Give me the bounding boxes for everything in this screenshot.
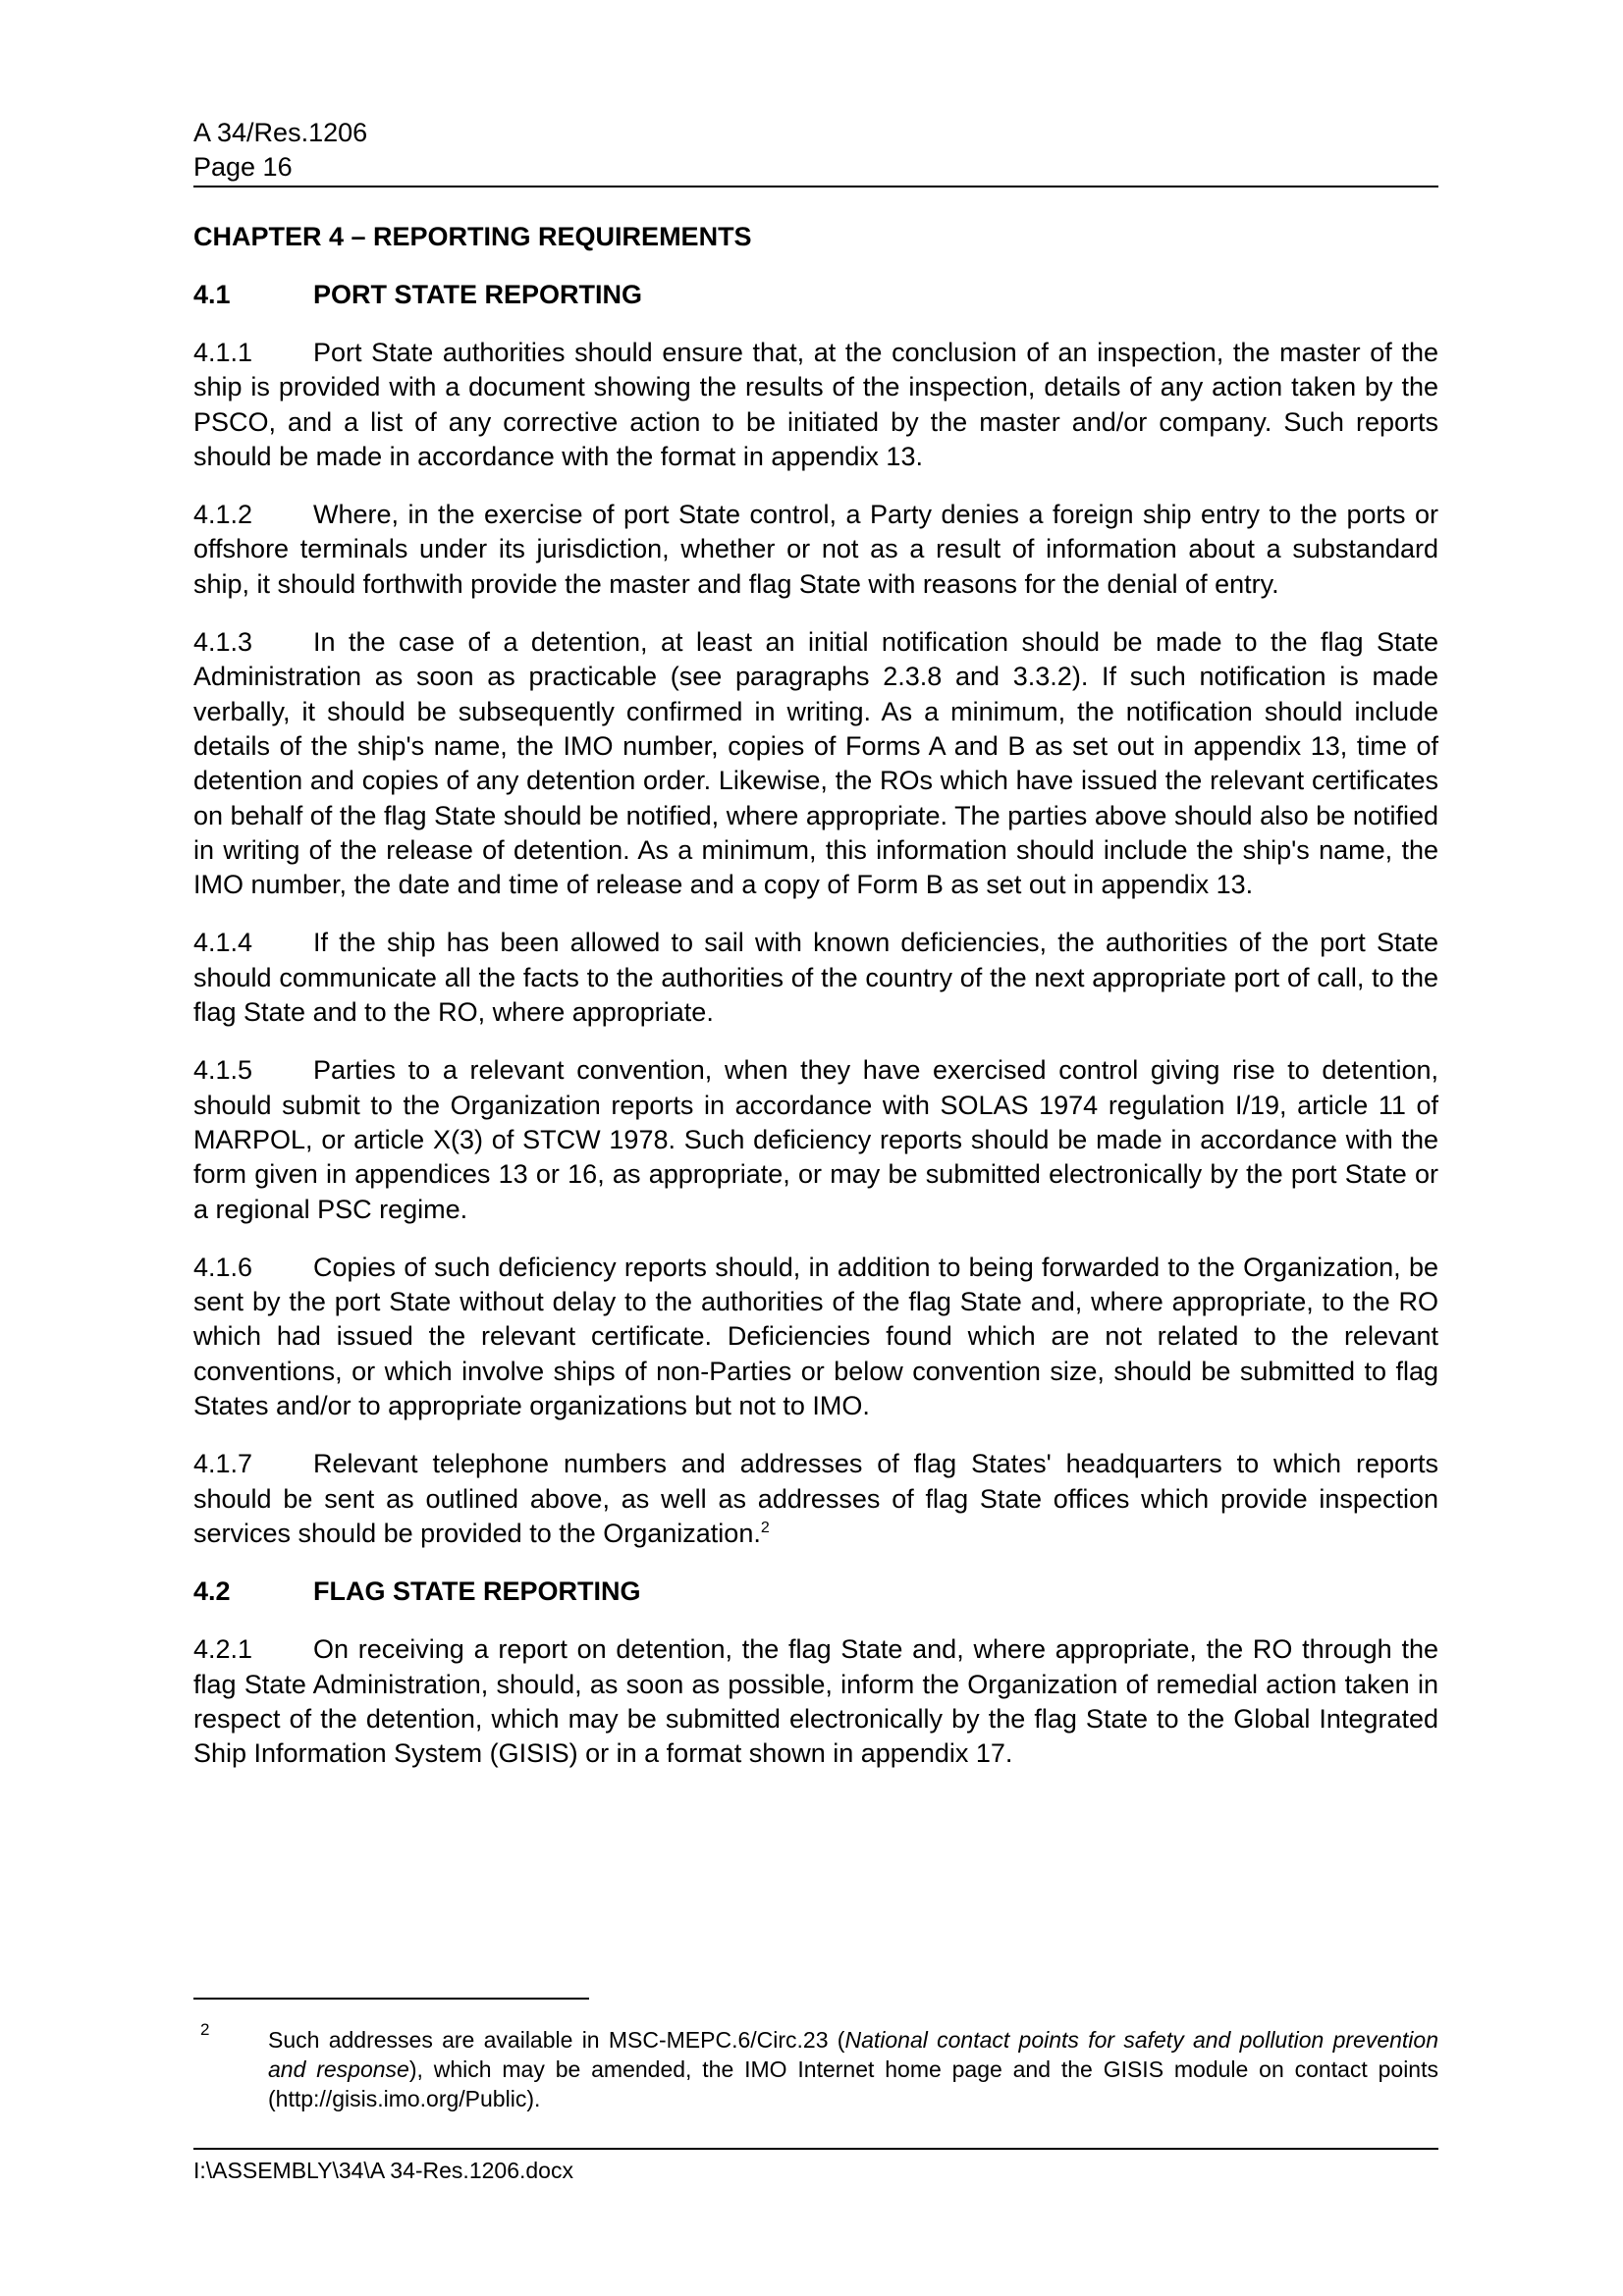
section-title: FLAG STATE REPORTING [313, 1576, 641, 1607]
footer-divider [193, 2148, 1438, 2150]
page-number: Page 16 [193, 152, 293, 182]
chapter-title: CHAPTER 4 – REPORTING REQUIREMENTS [193, 222, 752, 251]
paragraph-number: 4.1.2 [193, 500, 253, 530]
footnote-2 [193, 2020, 1438, 2113]
paragraph-number: 4.1.5 [193, 1055, 253, 1086]
paragraph-text: Parties to a relevant convention, when they have exercised control giving rise to detention, should submit to the Organization reports in accordance with SOLAS 1974 regulation I/19, article 11 of MARPOL, or article X(3) of STCW 1978. Such deficiency reports should be made in accordance with the form given in appendices 13 or 16, as appropriate, or may be submitted electronically by the port State or a regional PSC regime. [193, 1055, 1438, 1224]
paragraph-text: Where, in the exercise of port State control, a Party denies a foreign ship entry to the ports or offshore terminals under its jurisdiction, whether or not as a result of information about a substandard ship, it should forthwith provide the master and flag State with reasons for the denial of entry. [193, 500, 1438, 599]
paragraph-number: 4.1.4 [193, 928, 253, 958]
section-title: PORT STATE REPORTING [313, 280, 643, 309]
paragraph-number: 4.2.1 [193, 1634, 253, 1665]
paragraph-4-1-2 [193, 498, 1438, 602]
section-number: 4.2 [193, 1576, 231, 1607]
paragraph-number: 4.1.1 [193, 338, 253, 367]
page-header [193, 116, 1438, 187]
paragraph-text: On receiving a report on detention, the flag State and, where appropriate, the RO through the flag State Administration, should, as soon as possible, inform the Organization of remedial action taken in respect of the detention, which may be submitted electronically by the flag State to the Global Integrated Ship Information System (GISIS) or in a format shown in appendix 17. [193, 1634, 1438, 1769]
paragraph-4-1-3 [193, 625, 1438, 902]
header-divider [193, 186, 1438, 187]
paragraph-number: 4.1.3 [193, 627, 253, 658]
document-page [193, 116, 1438, 1771]
footnote-text-before: Such addresses are available in MSC-MEPC.6/Circ.23 ( [268, 2027, 845, 2053]
footnote-text-italic: National contact points for safety and pollution prevention and response [268, 2027, 1438, 2082]
paragraph-4-1-1 [193, 336, 1438, 474]
section-heading-4-2 [193, 1575, 1438, 1609]
section-heading-4-1 [193, 278, 1438, 312]
footnote-reference[interactable]: 2 [760, 1519, 770, 1536]
footnote-separator [193, 1998, 589, 2000]
paragraph-number: 4.1.7 [193, 1449, 253, 1479]
section-number: 4.1 [193, 280, 231, 309]
paragraph-text: Copies of such deficiency reports should, in addition to being forwarded to the Organization, be sent by the port State without delay to the authorities of the flag State and, where appropriate, to the RO which had issued the relevant certificate. Deficiencies found which are not related to the relevant conventions, or which involve ships of non-Parties or below convention size, should be submitted to flag States and/or to appropriate organizations but not to IMO. [193, 1252, 1438, 1421]
paragraph-text: Port State authorities should ensure that, at the conclusion of an inspection, the master of the ship is provided with a document showing the results of the inspection, details of any action taken by the PSCO, and a list of any corrective action to be initiated by the master and/or company. Such reports should be made in accordance with the format in appendix 13. [193, 338, 1438, 471]
footer-file-path: I:\ASSEMBLY\34\A 34-Res.1206.docx [193, 2158, 573, 2183]
footnote-text-after: ), which may be amended, the IMO Internet home page and the GISIS module on contact points (http://gisis.imo.org/Public). [268, 2056, 1438, 2111]
paragraph-4-1-6 [193, 1251, 1438, 1423]
paragraph-4-1-7 [193, 1447, 1438, 1551]
paragraph-4-1-5 [193, 1053, 1438, 1226]
paragraph-4-2-1 [193, 1632, 1438, 1771]
paragraph-number: 4.1.6 [193, 1252, 253, 1282]
paragraph-text: In the case of a detention, at least an initial notification should be made to the flag State Administration as soon as practicable (see paragraphs 2.3.8 and 3.3.2). If such notification is made verbally, it should be subsequently confirmed in writing. As a minimum, the notification should include details of the ship's name, the IMO number, copies of Forms A and B as set out in appendix 13, time of detention and copies of any detention order. Likewise, the ROs which have issued the relevant certificates on behalf of the flag State should be notified, where appropriate. The parties above should also be notified in writing of the release of detention. As a minimum, this information should include the ship's name, the IMO number, the date and time of release and a copy of Form B as set out in appendix 13. [193, 627, 1438, 900]
document-reference: A 34/Res.1206 [193, 118, 368, 147]
paragraph-text: Relevant telephone numbers and addresses of flag States' headquarters to which reports should be sent as outlined above, as well as addresses of flag State offices which provide inspection services should be provided to the Organization. [193, 1449, 1438, 1548]
footnote-number: 2 [200, 2020, 210, 2039]
paragraph-text: If the ship has been allowed to sail with known deficiencies, the authorities of the port State should communicate all the facts to the authorities of the country of the next appropriate port of call, to the flag State and to the RO, where appropriate. [193, 928, 1438, 1028]
paragraph-4-1-4 [193, 926, 1438, 1030]
footnote-text [268, 2025, 1438, 2113]
